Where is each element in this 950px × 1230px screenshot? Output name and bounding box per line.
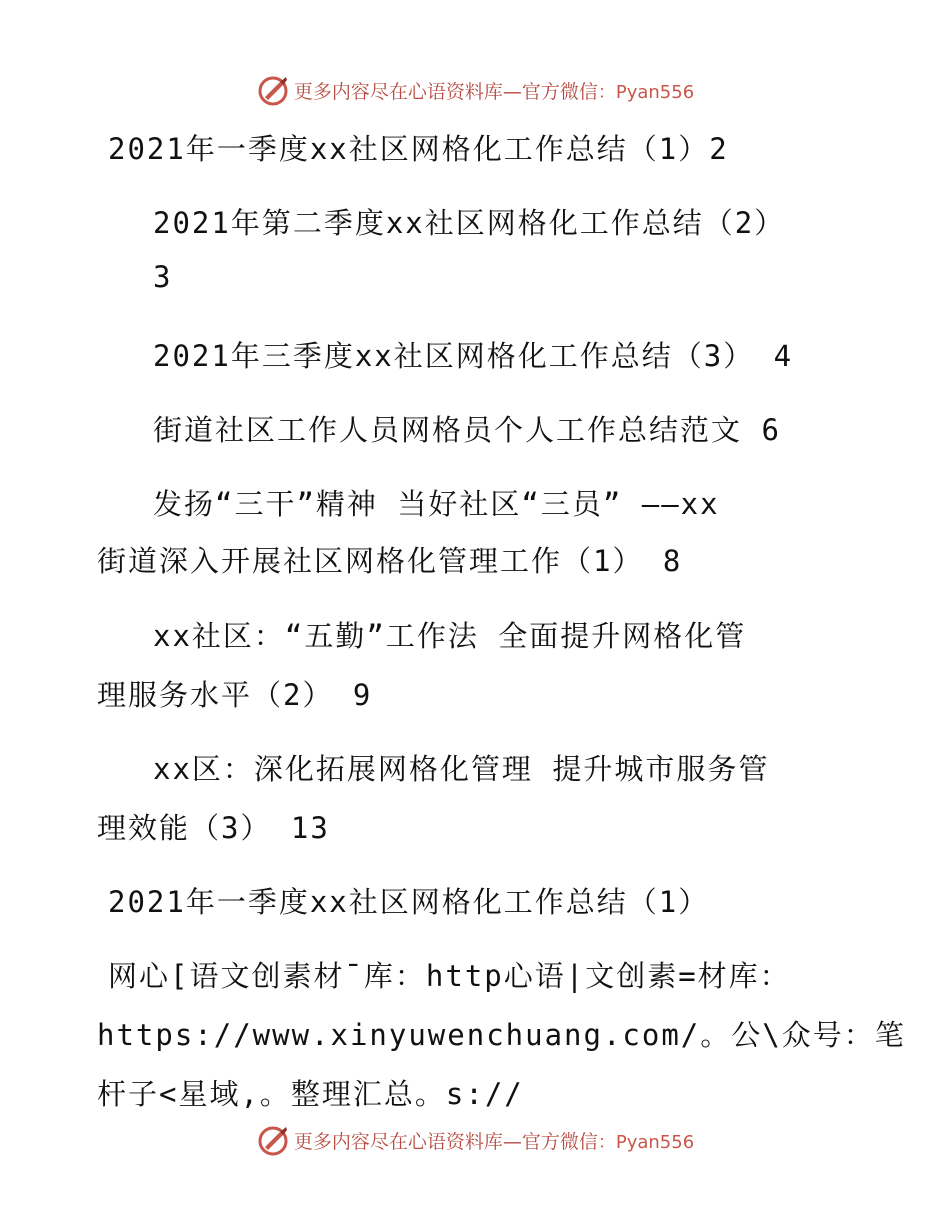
toc-item-5: 发扬“三干”精神 当好社区“三员” ——xx	[153, 487, 720, 521]
toc-item-7-cont: 理效能（3） 13	[97, 811, 330, 845]
section-heading: 2021年一季度xx社区网格化工作总结（1）	[108, 885, 710, 919]
footer-watermark	[0, 1120, 950, 1160]
toc-item-6: xx社区：“五勤”工作法 全面提升网格化管	[153, 619, 747, 653]
watermark-text: 更多内容尽在心语资料库—官方微信	[293, 80, 598, 103]
header-watermark	[0, 70, 950, 110]
toc-item-7: xx区：深化拓展网格化管理 提升城市服务管	[153, 752, 770, 786]
watermark-wechat: ：Pyan556	[597, 1131, 695, 1153]
toc-item-5-cont: 街道深入开展社区网格化管理工作（1） 8	[97, 544, 683, 578]
toc-item-2-page: 3	[153, 260, 173, 294]
toc-item-3: 2021年三季度xx社区网格化工作总结（3） 4	[153, 339, 794, 373]
toc-item-4: 街道社区工作人员网格员个人工作总结范文 6	[153, 413, 781, 447]
toc-item-6-cont: 理服务水平（2） 9	[97, 678, 373, 712]
pen-logo-icon	[256, 1123, 290, 1157]
watermark-text: 更多内容尽在心语资料库—官方微信	[293, 1130, 598, 1153]
toc-item-1: 2021年一季度xx社区网格化工作总结（1）2	[108, 132, 729, 166]
watermark-wechat: ：Pyan556	[597, 81, 695, 103]
toc-item-2: 2021年第二季度xx社区网格化工作总结（2）	[153, 206, 786, 240]
pen-logo-icon	[256, 73, 290, 107]
body-line-2: https://www.xinyuwenchuang.com/。公\众号：笔	[97, 1018, 906, 1052]
body-line-3: 杆子<星域,。整理汇总。s://	[97, 1077, 524, 1111]
body-line-1: 网心[语文创素材¯库：http心语|文创素=材库：	[108, 959, 791, 993]
